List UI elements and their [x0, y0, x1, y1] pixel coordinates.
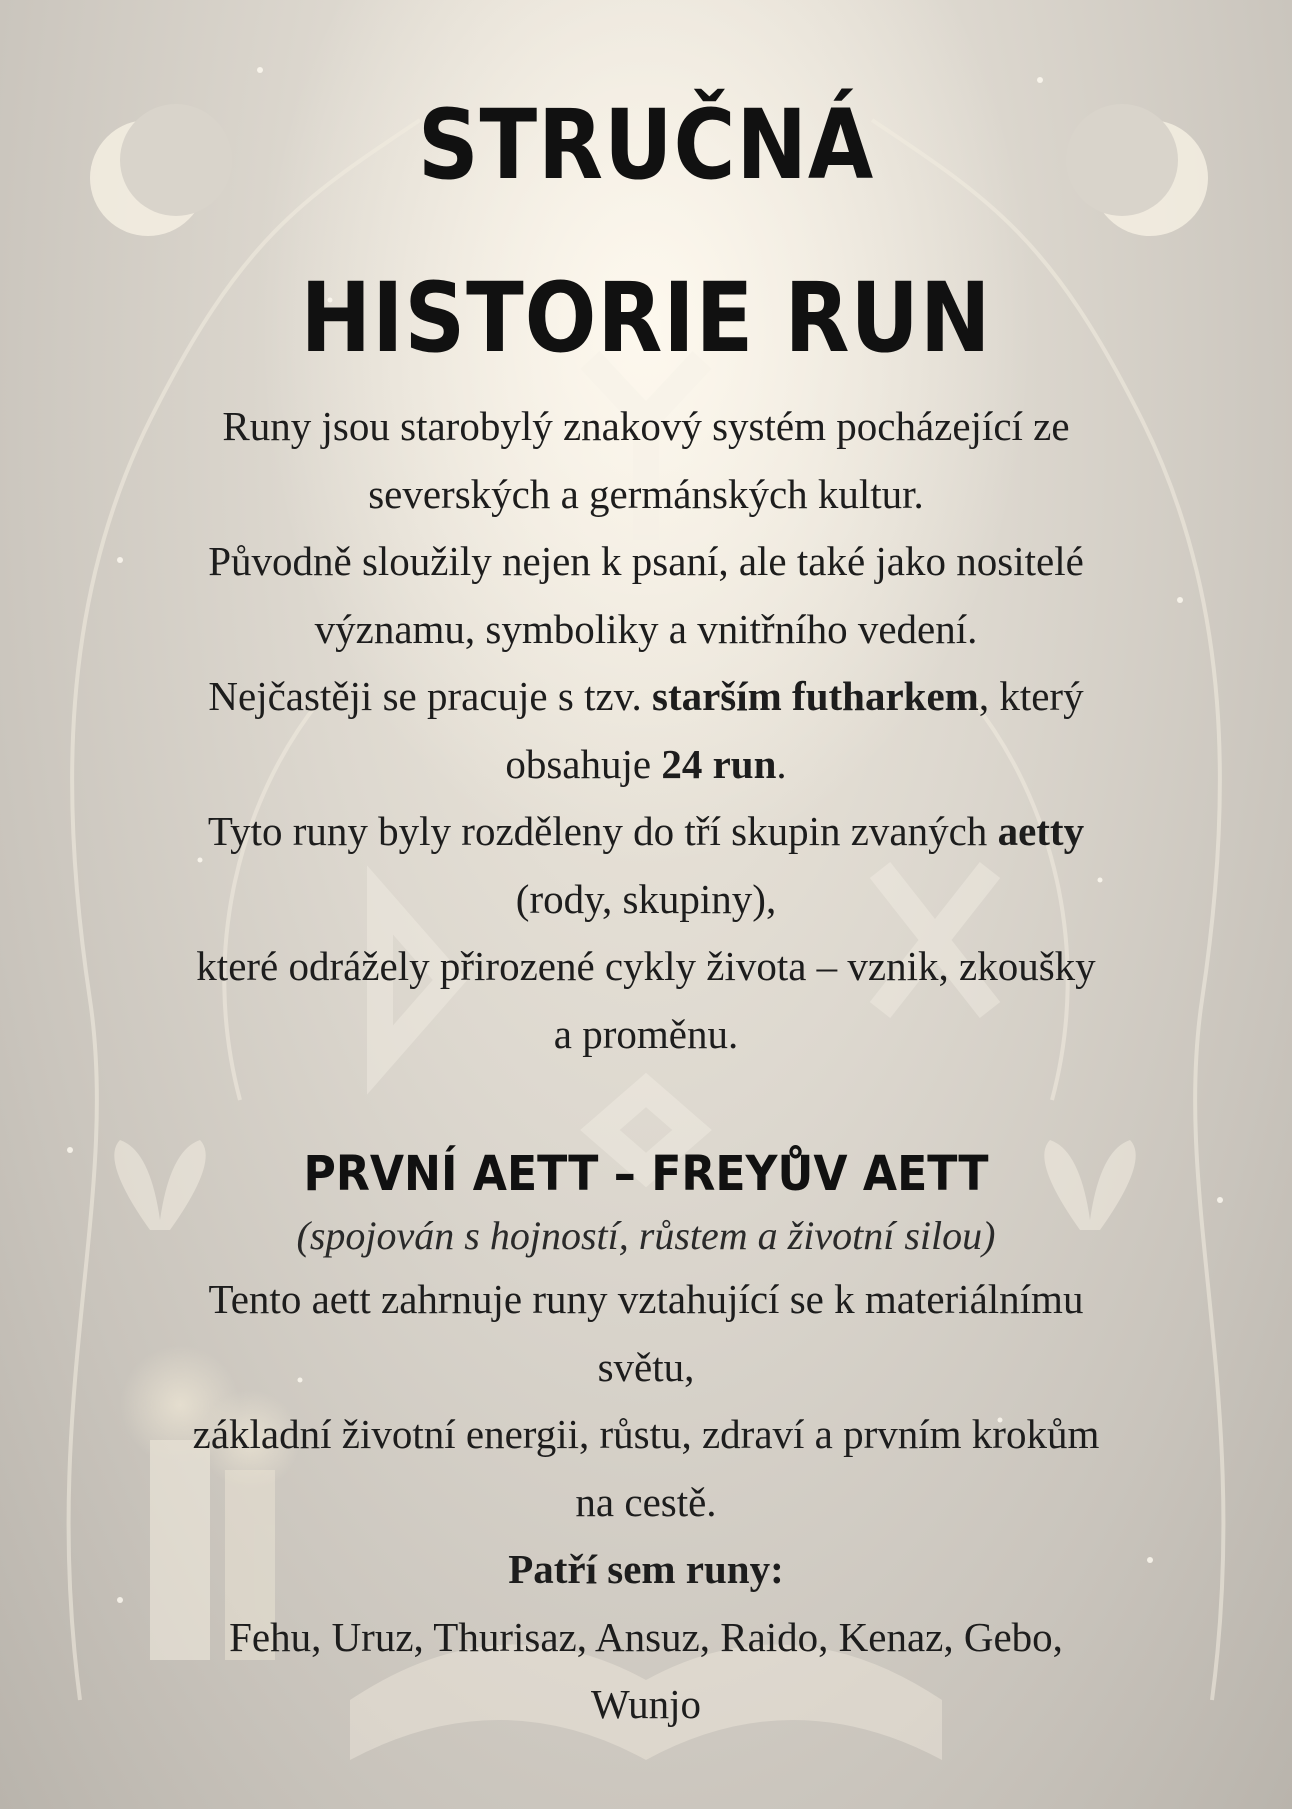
runes-label [46, 1536, 1246, 1604]
bold-term: 24 run [661, 740, 777, 787]
text: obsahuje [505, 740, 662, 787]
page-title-line2: HISTORIE RUN [300, 262, 992, 374]
section-heading: PRVNÍ AETT – FREYŮV AETT [303, 1146, 989, 1202]
section-line: světu, [597, 1343, 695, 1390]
section-line: na cestě. [575, 1478, 717, 1525]
section-text [46, 1266, 1246, 1739]
section-first-aett [0, 1146, 1292, 1739]
runes-list-line: Wunjo [591, 1681, 701, 1727]
intro-line [60, 798, 1232, 866]
intro-text [60, 393, 1232, 1068]
section-line: Tento aett zahrnuje runy vztahující se k materiálnímu [208, 1276, 1084, 1322]
runes-list-line: Fehu, Uruz, Thurisaz, Ansuz, Raido, Kenaz, Gebo, [229, 1613, 1063, 1660]
intro-line [60, 663, 1232, 731]
bold-term: starším futharkem [652, 673, 979, 719]
text: . [776, 740, 787, 787]
section-subtitle: (spojován s hojností, růstem a životní silou) [296, 1213, 996, 1258]
section-line: základní životní energii, růstu, zdraví a prvním krokům [192, 1411, 1100, 1457]
intro-line: významu, symboliky a vnitřního vedení. [314, 605, 978, 652]
page-title-line1: STRUČNÁ [417, 89, 875, 201]
intro-line: které odrážely přirozené cykly života – vznik, zkoušky [196, 943, 1096, 989]
intro-line: a proměnu. [553, 1010, 739, 1057]
text: Tyto runy byly rozděleny do tří skupin zvaných [207, 808, 998, 854]
text: , který [978, 673, 1084, 719]
intro-line: (rody, skupiny), [515, 875, 777, 922]
intro-line [60, 731, 1232, 799]
bold-term: Patří sem runy: [508, 1546, 784, 1592]
intro-line: severských a germánských kultur. [368, 470, 924, 517]
bold-term: aetty [997, 808, 1085, 854]
intro-line: Původně sloužily nejen k psaní, ale také jako nositelé [208, 538, 1084, 584]
intro-line: Runy jsou starobylý znakový systém pocházející ze [222, 403, 1070, 449]
text: Nejčastěji se pracuje s tzv. [208, 673, 652, 719]
